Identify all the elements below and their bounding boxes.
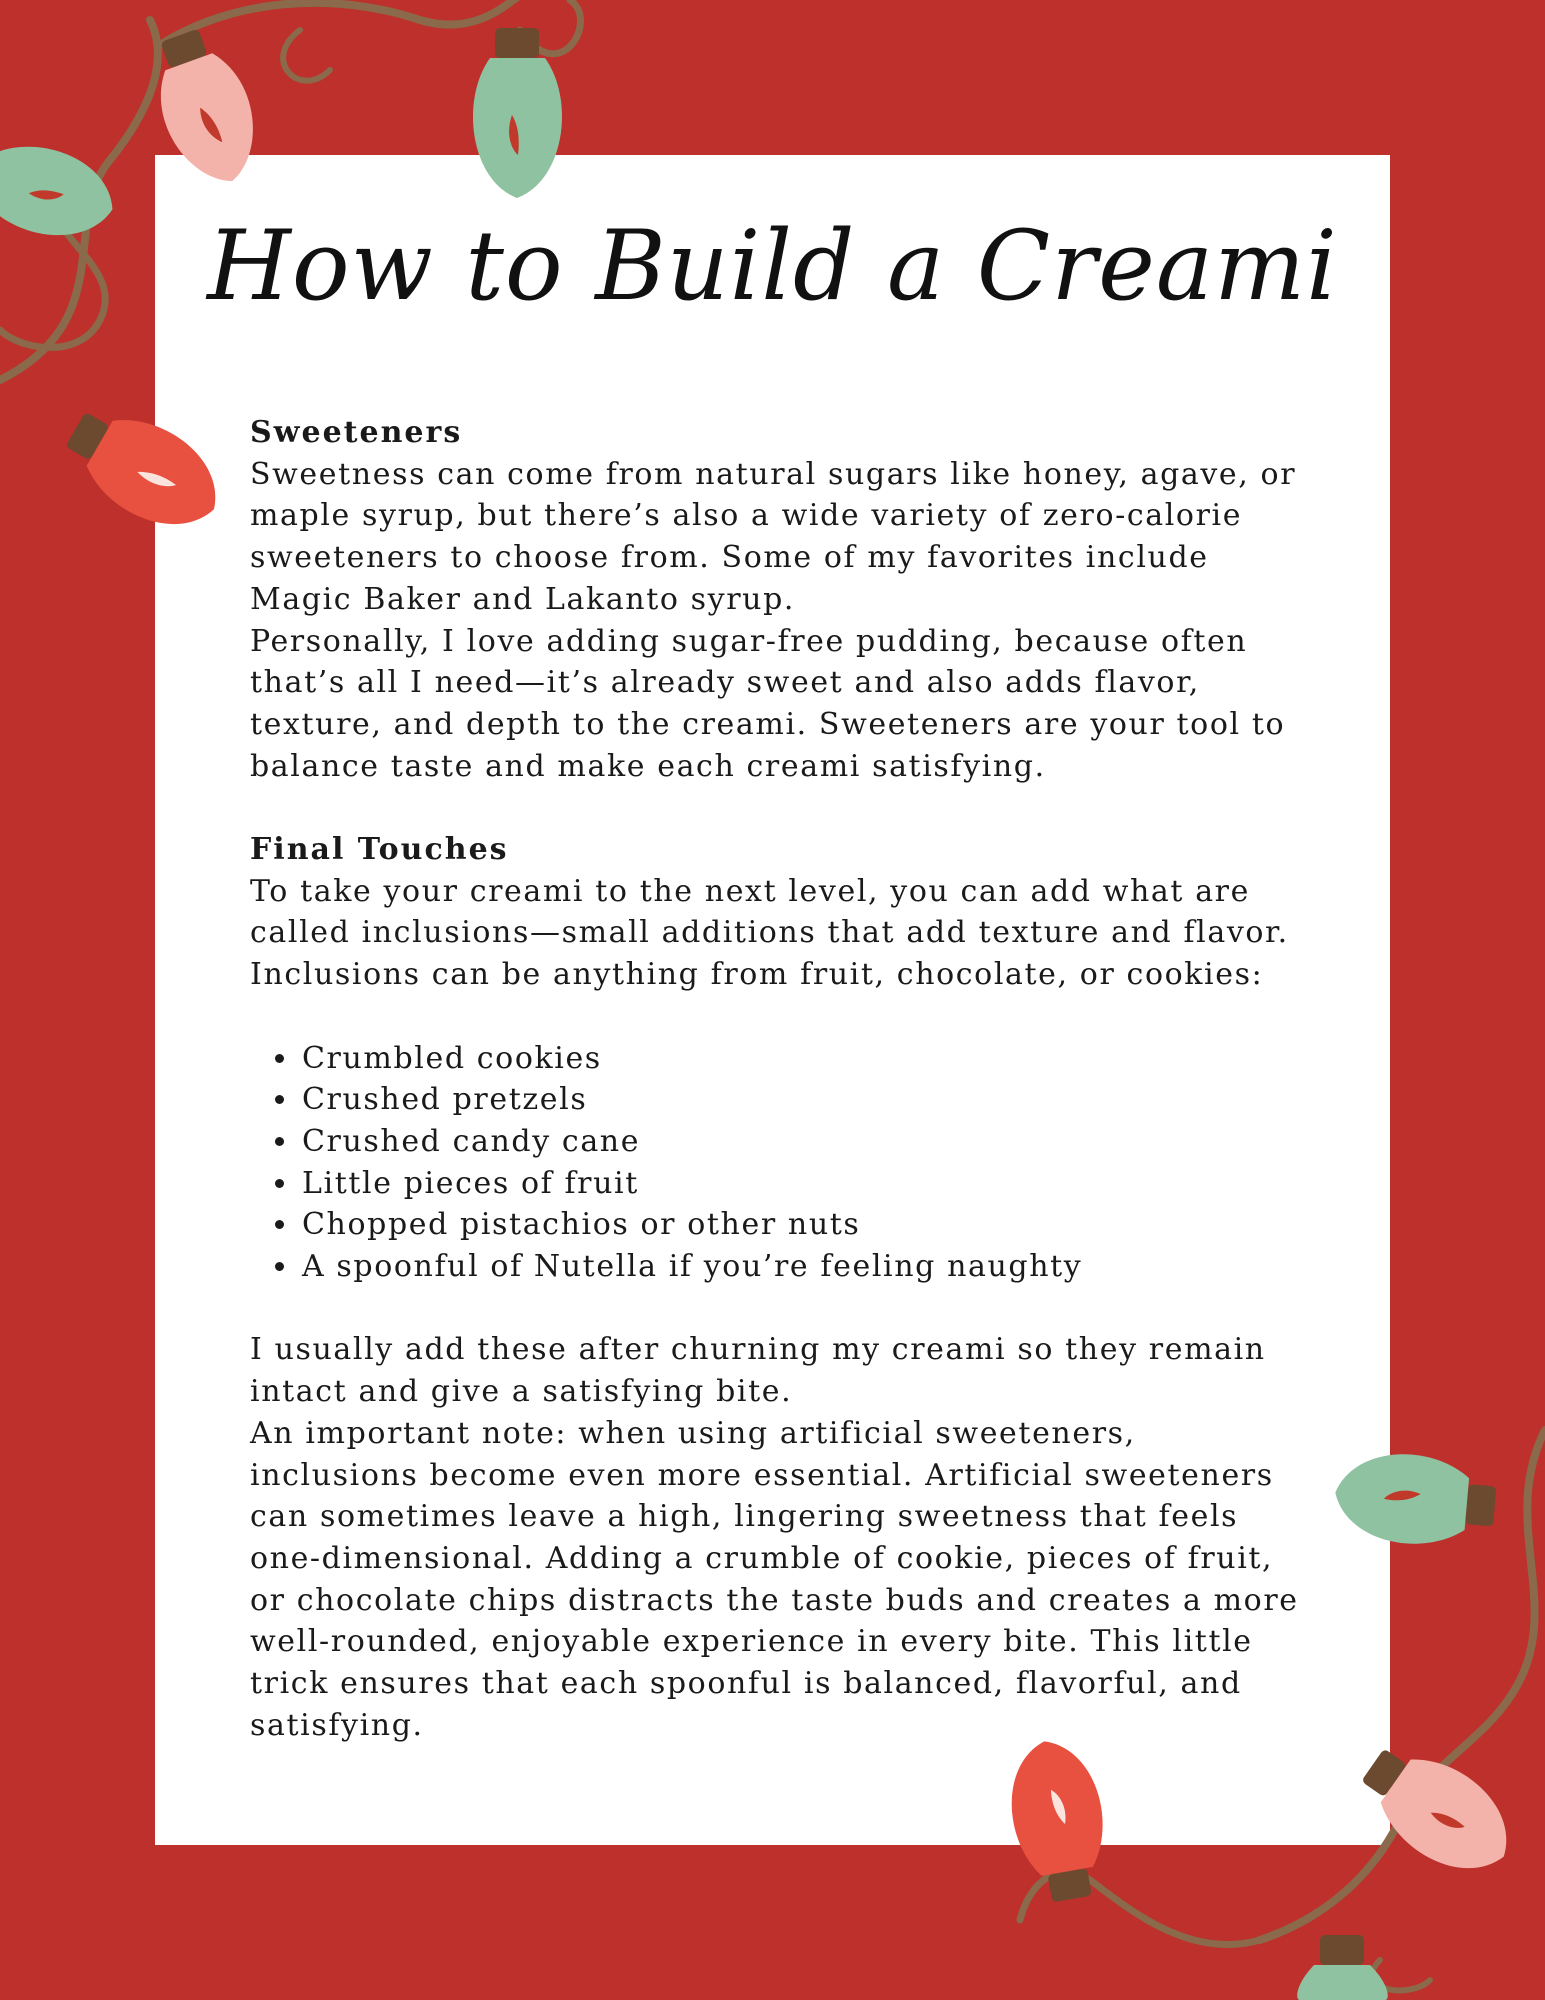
sweeteners-paragraph-2: Personally, I love adding sugar-free pudding, because often that’s all I need—it’s already sweet and also adds flavor, texture, and depth to the creami. Sweeteners are your tool to balance taste and make each creami satisfying. [250,623,1286,784]
sweeteners-paragraph-1: Sweetness can come from natural sugars like honey, agave, or maple syrup, but there’s also a wide variety of zero-calorie sweeteners to choose from. Some of my favorites include Magic Baker and Lakanto syrup. [250,456,1297,617]
inclusions-list [250,1038,1310,1288]
list-item: • Chopped pistachios or other nuts [300,1204,1310,1246]
final-touches-paragraph-1: I usually add these after churning my creami so they remain intact and give a satisfying bite. [250,1332,1266,1410]
list-item: • Little pieces of fruit [300,1163,1310,1205]
list-item: • A spoonful of Nutella if you’re feeling naughty [300,1246,1310,1288]
final-touches-paragraph-2: An important note: when using artificial sweeteners, inclusions become even more essential. Artificial sweeteners can sometimes leave a high, lingering sweetness that feels one-dimensional. Adding a crumble of cookie, pieces of fruit, or chocolate chips distracts the taste buds and creates a more well-rounded, enjoyable experience in every bite. This little trick ensures that each spoonful is balanced, flavorful, and satisfying. [250,1415,1299,1743]
list-item: • Crumbled cookies [300,1038,1310,1080]
list-item: • Crushed pretzels [300,1079,1310,1121]
article-body [250,412,1310,1746]
list-item: • Crushed candy cane [300,1121,1310,1163]
final-touches-intro: To take your creami to the next level, you can add what are called inclusions—small additions that add texture and flavor. Inclusions can be anything from fruit, chocolate, or cookies: [250,873,1289,993]
section-heading-final-touches: Final Touches [250,832,509,868]
section-heading-sweeteners: Sweeteners [250,415,463,450]
page-title: How to Build a Creami [207,210,1338,322]
